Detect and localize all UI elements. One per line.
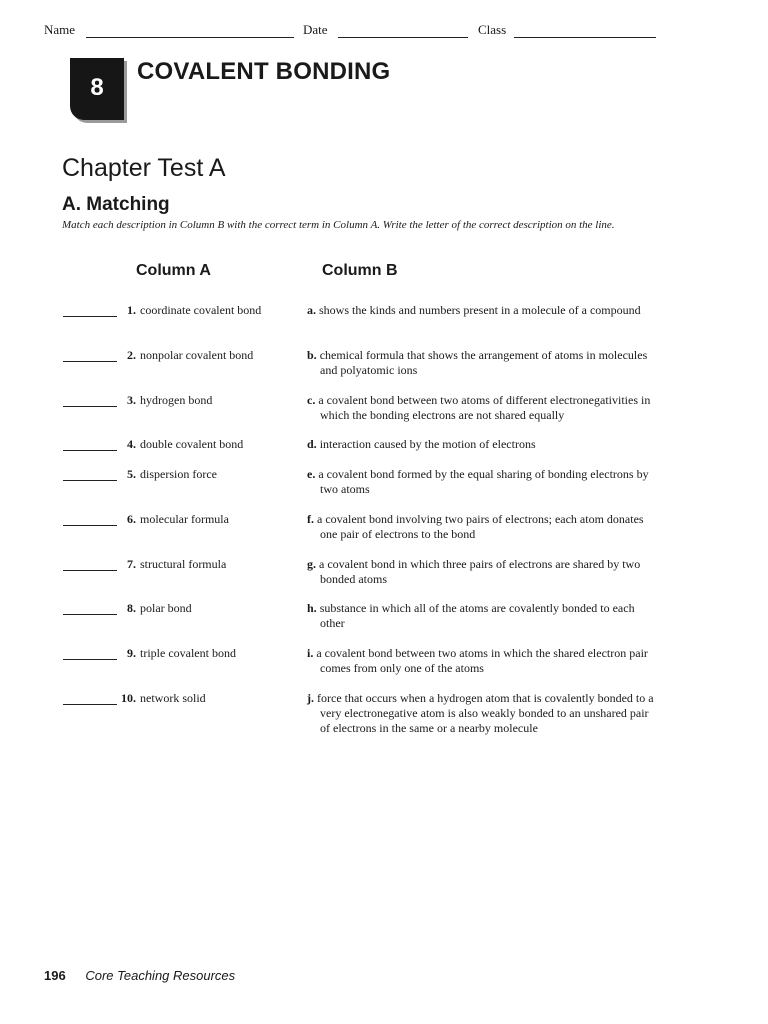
column-a-term: nonpolar covalent bond [140, 348, 254, 362]
answer-blank[interactable] [63, 704, 117, 705]
column-b-description [307, 437, 657, 452]
answer-blank[interactable] [63, 614, 117, 615]
answer-blank[interactable] [63, 570, 117, 571]
page-number: 196 [44, 968, 66, 983]
option-letter: i. [307, 646, 314, 660]
chapter-tab [70, 58, 124, 120]
matching-row [0, 691, 768, 751]
column-b-heading: Column B [322, 262, 398, 279]
option-text: a covalent bond in which three pairs of electrons are shared by two bonded atoms [319, 557, 641, 586]
name-field[interactable] [86, 37, 294, 38]
option-letter: a. [307, 303, 316, 317]
option-letter: j. [307, 691, 314, 705]
answer-blank[interactable] [63, 525, 117, 526]
option-text: a covalent bond formed by the equal sharing of bonding electrons by two atoms [318, 467, 649, 496]
date-label: Date [303, 22, 328, 37]
column-b-description [307, 467, 657, 497]
option-text: a covalent bond between two atoms of different electronegativities in which the bonding electrons are not shared equally [318, 393, 651, 422]
question-number: 1. [127, 303, 136, 317]
column-b-description [307, 691, 657, 736]
answer-blank[interactable] [63, 450, 117, 451]
chapter-number: 8 [90, 74, 104, 101]
option-text: substance in which all of the atoms are covalently bonded to each other [319, 601, 635, 630]
answer-blank[interactable] [63, 316, 117, 317]
matching-row [0, 557, 768, 601]
answer-blank[interactable] [63, 406, 117, 407]
column-a-heading: Column A [136, 262, 211, 279]
answer-blank[interactable] [63, 480, 117, 481]
chapter-title: COVALENT BONDING [137, 58, 391, 85]
question-number: 3. [127, 393, 136, 407]
column-b-description [307, 393, 657, 423]
class-label: Class [478, 22, 507, 37]
option-letter: d. [307, 437, 317, 451]
column-b-description [307, 646, 657, 676]
section-instructions: Match each description in Column B with the correct term in Column A. Write the letter of the correct description on the line. [62, 219, 615, 231]
option-text: shows the kinds and numbers present in a molecule of a compound [319, 303, 641, 317]
column-b-description [307, 557, 657, 587]
option-letter: g. [307, 557, 316, 571]
question-number: 5. [127, 467, 136, 481]
class-field[interactable] [514, 37, 656, 38]
column-a-term: double covalent bond [140, 437, 244, 451]
question-number: 9. [127, 646, 136, 660]
question-number: 4. [127, 437, 136, 451]
column-a-term: network solid [140, 691, 206, 705]
question-number: 7. [127, 557, 136, 571]
question-number: 2. [127, 348, 136, 362]
column-a-term: hydrogen bond [140, 393, 213, 407]
column-a-term: structural formula [140, 557, 227, 571]
column-a-term: polar bond [140, 601, 192, 615]
column-a-term: molecular formula [140, 512, 229, 526]
matching-row [0, 601, 768, 645]
option-letter: f. [307, 512, 314, 526]
answer-blank[interactable] [63, 659, 117, 660]
page-footer [44, 968, 235, 983]
question-number: 6. [127, 512, 136, 526]
matching-row [0, 646, 768, 690]
name-label: Name [44, 22, 76, 37]
matching-row [0, 393, 768, 437]
matching-row [0, 303, 768, 347]
date-field[interactable] [338, 37, 468, 38]
column-b-description [307, 512, 657, 542]
column-a-term: dispersion force [140, 467, 217, 481]
option-letter: c. [307, 393, 316, 407]
footer-text: Core Teaching Resources [85, 968, 236, 983]
option-letter: e. [307, 467, 316, 481]
section-title: A. Matching [62, 194, 170, 215]
column-b-description [307, 348, 657, 378]
option-text: a covalent bond between two atoms in which the shared electron pair comes from only one of the atoms [316, 646, 648, 675]
matching-row [0, 512, 768, 556]
matching-row [0, 348, 768, 392]
student-info-header [44, 22, 658, 40]
column-b-description [307, 303, 657, 318]
column-a-term: triple covalent bond [140, 646, 236, 660]
option-text: force that occurs when a hydrogen atom that is covalently bonded to a very electronegative atom is also weakly bonded to an unshared pair of electrons in the same or a nearby molecule [317, 691, 654, 735]
option-letter: h. [307, 601, 317, 615]
column-a-term: coordinate covalent bond [140, 303, 262, 317]
question-number: 8. [127, 601, 136, 615]
option-text: interaction caused by the motion of electrons [319, 437, 536, 451]
column-b-description [307, 601, 657, 631]
option-text: a covalent bond involving two pairs of electrons; each atom donates one pair of electrons to the bond [317, 512, 644, 541]
matching-row [0, 467, 768, 511]
question-number: 10. [121, 691, 136, 705]
option-text: chemical formula that shows the arrangement of atoms in molecules and polyatomic ions [319, 348, 648, 377]
answer-blank[interactable] [63, 361, 117, 362]
option-letter: b. [307, 348, 317, 362]
test-title: Chapter Test A [62, 154, 226, 182]
